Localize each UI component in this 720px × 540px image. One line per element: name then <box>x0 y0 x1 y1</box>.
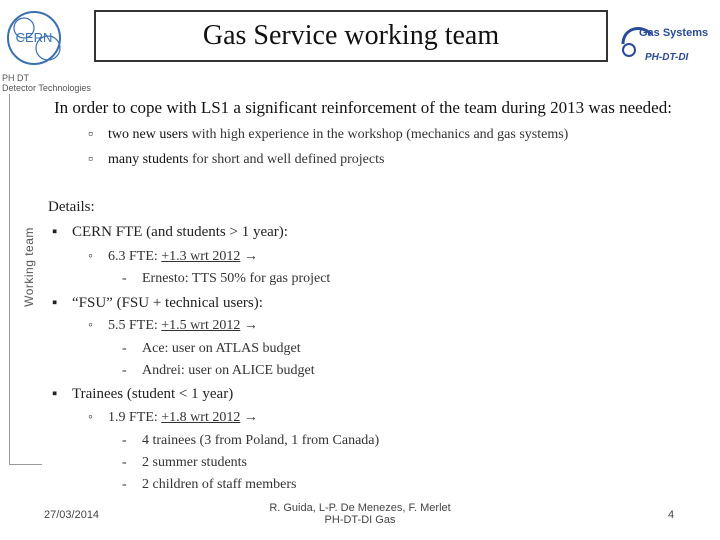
intro-text: In order to cope with LS1 a significant reinforcement of the team during 2013 was needed: <box>54 98 672 117</box>
list-item: - Andrei: user on ALICE budget <box>122 363 315 378</box>
square-bullet-icon: ▪ <box>52 386 58 402</box>
list-item: - 4 trainees (3 from Poland, 1 from Canada) <box>122 433 380 448</box>
dot-bullet-icon: ◦ <box>88 410 93 425</box>
list-item: - Ace: user on ATLAS budget <box>122 341 301 356</box>
org-line-2: Detector Technologies <box>2 83 91 93</box>
list-item: - Ernesto: TTS 50% for gas project <box>122 271 331 286</box>
svg-text:PH-DT-DI: PH-DT-DI <box>645 52 689 63</box>
dot-bullet-icon: ◦ <box>88 318 93 333</box>
section-heading: ▪ Trainees (student < 1 year) <box>52 386 234 402</box>
org-line-1: PH DT <box>2 73 29 83</box>
square-bullet-icon: ▫ <box>88 152 93 167</box>
arrow-right-icon: → <box>243 410 258 425</box>
intro-bullet: ▫ many students for short and well defined projects <box>88 152 385 167</box>
fte-line: ◦ 6.3 FTE: +1.3 wrt 2012 → <box>88 249 258 264</box>
fte-line: ◦ 1.9 FTE: +1.8 wrt 2012 → <box>88 410 258 425</box>
section-heading: ▪ CERN FTE (and students > 1 year): <box>52 224 288 240</box>
svg-text:Gas Systems: Gas Systems <box>639 27 709 39</box>
footer-date: 27/03/2014 <box>44 509 100 521</box>
square-bullet-icon: ▪ <box>52 295 58 311</box>
list-item: - 2 children of staff members <box>122 477 297 492</box>
page-number: 4 <box>668 509 675 521</box>
list-item: - 2 summer students <box>122 455 247 470</box>
footer-authors: R. Guida, L-P. De Menezes, F. Merlet PH-DT-DI Gas <box>269 502 451 526</box>
svg-text:CERN: CERN <box>15 30 53 45</box>
arrow-right-icon: → <box>243 318 258 333</box>
details-label: Details: <box>48 199 95 215</box>
cern-logo <box>4 4 68 72</box>
gas-systems-logo <box>615 14 715 72</box>
org-label <box>2 73 91 93</box>
section-heading: ▪ “FSU” (FSU + technical users): <box>52 295 263 311</box>
intro-bullet: ▫ two new users with high experience in the workshop (mechanics and gas systems) <box>88 127 569 142</box>
square-bullet-icon: ▪ <box>52 224 58 240</box>
arrow-right-icon: → <box>243 249 258 264</box>
square-bullet-icon: ▫ <box>88 127 93 142</box>
fte-line: ◦ 5.5 FTE: +1.5 wrt 2012 → <box>88 318 258 333</box>
page-title: Gas Service working team <box>94 10 608 62</box>
side-label: Working team <box>22 227 36 307</box>
dot-bullet-icon: ◦ <box>88 249 93 264</box>
